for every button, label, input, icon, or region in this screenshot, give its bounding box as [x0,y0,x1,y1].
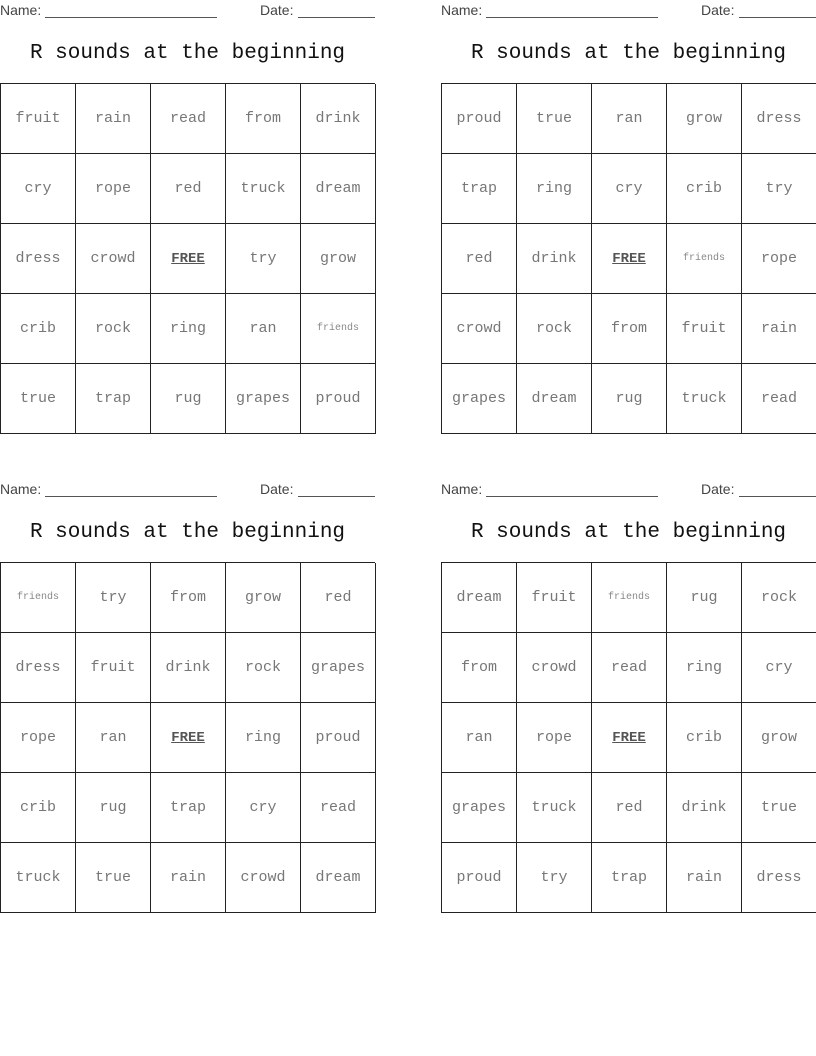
bingo-cell: crib [667,703,742,773]
bingo-cell: grapes [442,773,517,843]
bingo-cell: rain [742,294,816,364]
bingo-cell: trap [592,843,667,913]
bingo-cell: try [517,843,592,913]
name-line [486,496,658,497]
bingo-cell: true [76,843,151,913]
bingo-card [0,0,375,434]
bingo-cell: proud [442,84,517,154]
free-space-cell: FREE [151,224,226,294]
bingo-cell: rug [151,364,226,434]
bingo-card [441,0,816,434]
bingo-cell: fruit [1,84,76,154]
card-title: R sounds at the beginning [29,42,346,65]
name-label: Name: [441,481,483,497]
bingo-cell: dream [301,843,376,913]
card-title: R sounds at the beginning [29,521,346,544]
bingo-cell: friends [301,294,376,364]
bingo-cell: ran [442,703,517,773]
bingo-cell: cry [592,154,667,224]
bingo-cell: rain [151,843,226,913]
bingo-cell: grow [226,563,301,633]
bingo-cell: dress [1,224,76,294]
bingo-cell: try [742,154,816,224]
bingo-cell: read [592,633,667,703]
bingo-cell: from [592,294,667,364]
bingo-cell: dream [301,154,376,224]
name-label: Name: [0,481,42,497]
bingo-cell: drink [667,773,742,843]
bingo-cell: crib [1,294,76,364]
bingo-cell: rock [226,633,301,703]
bingo-cell: rug [592,364,667,434]
bingo-card [441,479,816,913]
bingo-cell: grapes [226,364,301,434]
bingo-cell: ran [76,703,151,773]
card-header [0,481,375,499]
bingo-cell: drink [517,224,592,294]
date-line [739,496,816,497]
free-space-cell: FREE [592,703,667,773]
date-line [739,17,816,18]
date-label: Date: [701,2,735,18]
bingo-cell: from [151,563,226,633]
bingo-cell: red [151,154,226,224]
bingo-cell: from [226,84,301,154]
free-space-cell: FREE [592,224,667,294]
bingo-cell: ring [667,633,742,703]
bingo-grid [441,562,816,913]
bingo-cell: rock [517,294,592,364]
bingo-cell: read [301,773,376,843]
bingo-cell: crowd [76,224,151,294]
bingo-cell: rain [76,84,151,154]
bingo-cell: read [742,364,816,434]
bingo-cell: grapes [442,364,517,434]
date-label: Date: [701,481,735,497]
bingo-cell: grow [667,84,742,154]
bingo-cell: rope [1,703,76,773]
bingo-cell: fruit [517,563,592,633]
free-space-cell: FREE [151,703,226,773]
bingo-cell: rain [667,843,742,913]
bingo-cell: try [226,224,301,294]
bingo-cell: crib [667,154,742,224]
bingo-cell: rope [517,703,592,773]
bingo-cell: grow [301,224,376,294]
bingo-cell: ring [517,154,592,224]
name-line [486,17,658,18]
bingo-cell: try [76,563,151,633]
bingo-cell: dream [442,563,517,633]
bingo-cell: fruit [76,633,151,703]
bingo-cell: friends [592,563,667,633]
bingo-cell: dream [517,364,592,434]
bingo-cell: drink [151,633,226,703]
bingo-cell: trap [442,154,517,224]
bingo-cell: truck [667,364,742,434]
bingo-cell: friends [1,563,76,633]
bingo-cell: ran [592,84,667,154]
date-line [298,17,375,18]
date-label: Date: [260,2,294,18]
bingo-cell: red [442,224,517,294]
bingo-cell: crowd [517,633,592,703]
bingo-cell: red [301,563,376,633]
bingo-cell: cry [1,154,76,224]
bingo-cell: proud [301,364,376,434]
bingo-cell: rope [742,224,816,294]
bingo-cell: dress [742,84,816,154]
card-header [441,481,816,499]
bingo-cell: friends [667,224,742,294]
bingo-cell: rock [76,294,151,364]
bingo-grid [0,562,375,913]
bingo-cell: fruit [667,294,742,364]
bingo-cell: cry [226,773,301,843]
bingo-cell: crowd [226,843,301,913]
bingo-cell: ring [226,703,301,773]
name-line [45,17,217,18]
bingo-cell: truck [517,773,592,843]
bingo-card [0,479,375,913]
bingo-cell: grow [742,703,816,773]
bingo-grid [441,83,816,434]
bingo-cell: red [592,773,667,843]
bingo-cell: crib [1,773,76,843]
card-header [441,2,816,20]
date-label: Date: [260,481,294,497]
name-label: Name: [0,2,42,18]
card-title: R sounds at the beginning [470,42,787,65]
bingo-cell: true [742,773,816,843]
name-line [45,496,217,497]
bingo-cell: rope [76,154,151,224]
bingo-cell: dress [1,633,76,703]
bingo-grid [0,83,375,434]
bingo-cell: grapes [301,633,376,703]
bingo-cell: cry [742,633,816,703]
bingo-cell: drink [301,84,376,154]
bingo-cell: rug [667,563,742,633]
bingo-cell: crowd [442,294,517,364]
bingo-cell: rug [76,773,151,843]
bingo-cell: truck [1,843,76,913]
bingo-cell: proud [301,703,376,773]
card-header [0,2,375,20]
bingo-cell: from [442,633,517,703]
bingo-cell: ring [151,294,226,364]
bingo-cell: true [517,84,592,154]
bingo-cell: proud [442,843,517,913]
name-label: Name: [441,2,483,18]
bingo-cell: dress [742,843,816,913]
bingo-cell: true [1,364,76,434]
date-line [298,496,375,497]
card-title: R sounds at the beginning [470,521,787,544]
bingo-cell: rock [742,563,816,633]
bingo-cell: trap [151,773,226,843]
bingo-cell: read [151,84,226,154]
bingo-cell: truck [226,154,301,224]
bingo-cell: trap [76,364,151,434]
bingo-cell: ran [226,294,301,364]
